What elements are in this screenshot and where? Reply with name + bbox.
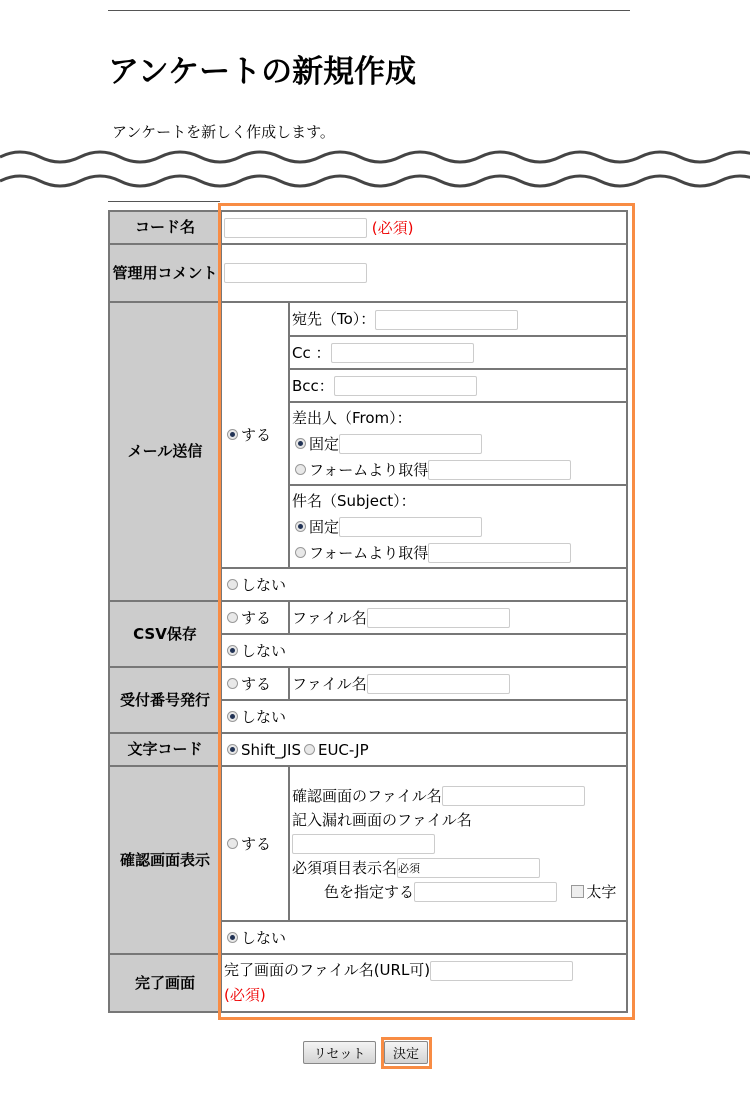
csv-yes-label: する <box>241 609 272 627</box>
label-confirm: 確認画面表示 <box>109 766 221 954</box>
subject-fixed-radio[interactable] <box>295 521 306 532</box>
label-mail: メール送信 <box>109 302 221 601</box>
receipt-no-radio[interactable] <box>227 711 238 722</box>
from-fixed-input[interactable] <box>339 434 482 454</box>
label-code-name: コード名 <box>109 211 221 244</box>
charset-sjis-radio[interactable] <box>227 744 238 755</box>
subject-label: 件名（Subject）： <box>292 491 416 510</box>
bcc-input[interactable] <box>334 376 477 396</box>
receipt-file-input[interactable] <box>367 674 510 694</box>
missing-file-label: 記入漏れ画面のファイル名 <box>292 810 472 829</box>
mail-yes-radio[interactable] <box>227 429 238 440</box>
receipt-yes-label: する <box>241 675 272 693</box>
confirm-yes-label: する <box>241 835 272 853</box>
label-csv: CSV保存 <box>109 601 221 667</box>
charset-euc-label: EUC-JP <box>317 740 369 759</box>
from-form-input[interactable] <box>428 460 571 480</box>
label-comment: 管理用コメント <box>109 244 221 302</box>
subject-fixed-label: 固定 <box>309 517 340 536</box>
csv-file-label: ファイル名 <box>292 608 367 627</box>
to-label: 宛先（To）： <box>292 310 376 329</box>
csv-file-input[interactable] <box>367 608 510 628</box>
color-label: 色を指定する <box>324 882 415 901</box>
required-name-label: 必須項目表示名 <box>292 858 398 877</box>
bold-label: 太字 <box>586 882 617 901</box>
from-fixed-radio[interactable] <box>295 438 306 449</box>
to-input[interactable] <box>375 310 518 330</box>
confirm-no-label: しない <box>241 929 287 947</box>
label-charset: 文字コード <box>109 733 221 766</box>
subject-form-input[interactable] <box>428 543 571 563</box>
confirm-yes-radio[interactable] <box>227 838 238 849</box>
submit-button[interactable]: 決定 <box>384 1041 428 1064</box>
receipt-no-label: しない <box>241 708 287 726</box>
receipt-file-label: ファイル名 <box>292 674 367 693</box>
cc-label: Cc ： <box>292 343 331 362</box>
required-mark: (必須) <box>371 218 414 237</box>
color-input[interactable] <box>414 882 557 902</box>
mail-yes-label: する <box>241 425 272 444</box>
receipt-yes-radio[interactable] <box>227 678 238 689</box>
confirm-no-radio[interactable] <box>227 932 238 943</box>
bcc-label: Bcc： <box>292 376 334 395</box>
required-mark: (必須) <box>224 986 266 1004</box>
mail-no-radio[interactable] <box>227 579 238 590</box>
wavy-separator <box>0 145 750 190</box>
cc-input[interactable] <box>331 343 474 363</box>
comment-input[interactable] <box>224 263 367 283</box>
from-form-radio[interactable] <box>295 464 306 475</box>
csv-no-label: しない <box>241 642 287 660</box>
divider <box>108 201 220 202</box>
confirm-file-input[interactable] <box>442 786 585 806</box>
survey-form-table <box>108 210 628 1013</box>
code-name-input[interactable] <box>224 218 367 238</box>
reset-button[interactable]: リセット <box>303 1041 376 1064</box>
csv-yes-radio[interactable] <box>227 612 238 623</box>
csv-no-radio[interactable] <box>227 645 238 656</box>
subject-form-label: フォームより取得 <box>309 543 429 562</box>
label-receipt: 受付番号発行 <box>109 667 221 733</box>
from-fixed-label: 固定 <box>309 434 340 453</box>
subject-form-radio[interactable] <box>295 547 306 558</box>
required-name-input[interactable] <box>397 858 540 878</box>
missing-file-input[interactable] <box>292 834 435 854</box>
from-label: 差出人（From）： <box>292 408 412 427</box>
complete-file-label: 完了画面のファイル名(URL可) <box>224 961 431 979</box>
subject-fixed-input[interactable] <box>339 517 482 537</box>
page-description: アンケートを新しく作成します。 <box>112 123 335 141</box>
top-divider <box>108 10 630 11</box>
label-complete: 完了画面 <box>109 954 221 1012</box>
complete-file-input[interactable] <box>430 961 573 981</box>
charset-sjis-label: Shift_JIS <box>241 740 301 759</box>
bold-checkbox[interactable] <box>571 885 584 898</box>
page-title: アンケートの新規作成 <box>108 54 417 90</box>
charset-euc-radio[interactable] <box>304 744 315 755</box>
from-form-label: フォームより取得 <box>309 460 429 479</box>
mail-no-label: しない <box>241 576 287 594</box>
confirm-file-label: 確認画面のファイル名 <box>292 786 442 805</box>
